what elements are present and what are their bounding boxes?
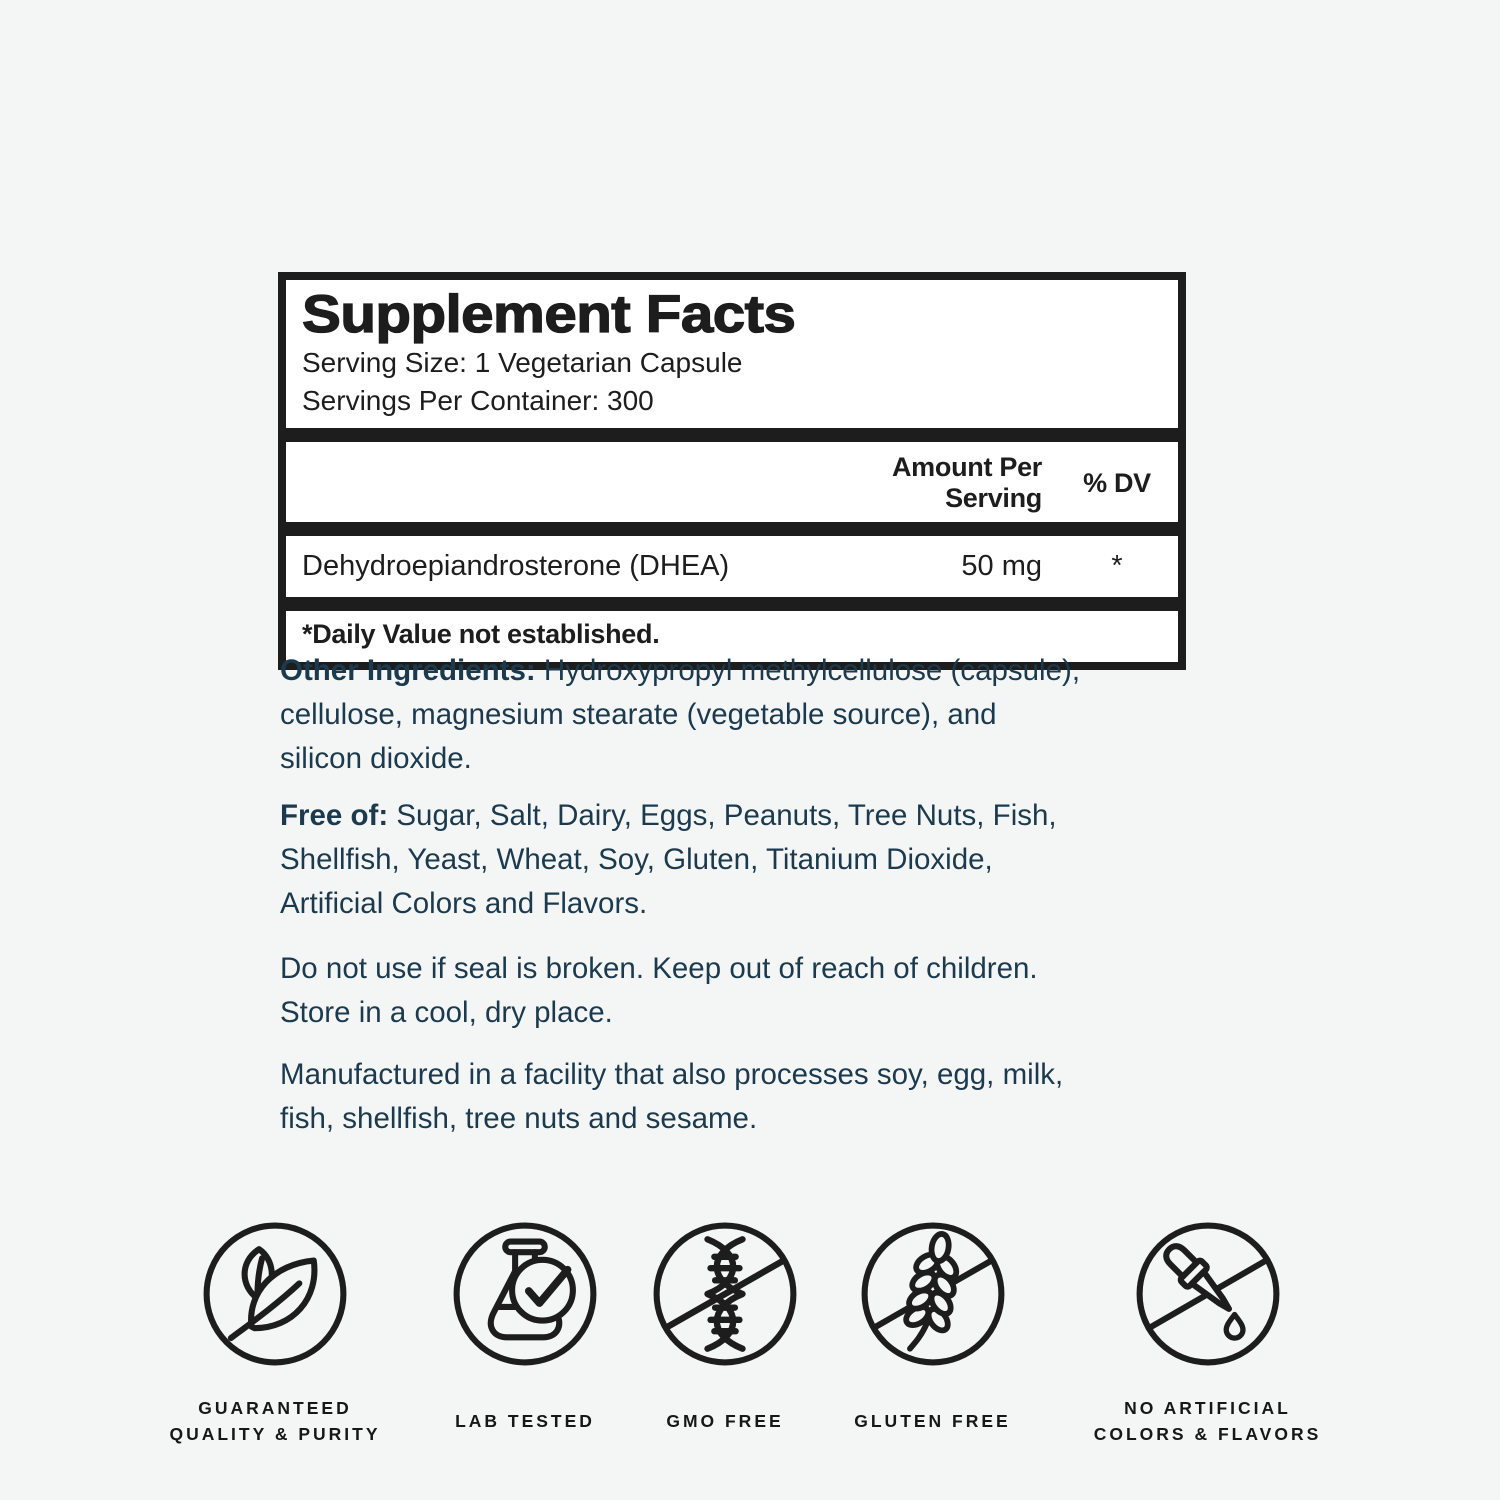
- badge-label-line: GLUTEN FREE: [854, 1411, 1011, 1431]
- badge-label: [455, 1394, 595, 1448]
- text-line: Artificial Colors and Flavors.: [280, 887, 648, 920]
- label-body-text: [280, 649, 1210, 1141]
- badge-gmo-free: [650, 1218, 800, 1448]
- free-of-label: Free of:: [280, 799, 389, 832]
- text-line: Shellfish, Yeast, Wheat, Soy, Gluten, Titanium Dioxide,: [280, 843, 993, 876]
- badge-no-artificial: [1065, 1218, 1350, 1448]
- text-line: silicon dioxide.: [280, 742, 472, 775]
- badge-label-line: NO ARTIFICIAL: [1124, 1398, 1291, 1418]
- badge-guaranteed-quality: [150, 1218, 400, 1448]
- serving-size: Serving Size: 1 Vegetarian Capsule: [302, 347, 743, 378]
- badge-row: [150, 1218, 1350, 1448]
- badge-label: [1094, 1394, 1322, 1448]
- ingredient-row: [286, 536, 1178, 597]
- badge-label: [854, 1394, 1010, 1448]
- panel-title: Supplement Facts: [302, 285, 796, 344]
- leaf-icon: [199, 1218, 351, 1370]
- no-gluten-wheat-icon: [857, 1218, 1009, 1370]
- amount-per-serving-header: Amount Per Serving: [891, 452, 1042, 513]
- ingredient-amount: 50 mg: [961, 550, 1042, 582]
- divider-bar: [286, 522, 1178, 536]
- text-line: Do not use if seal is broken. Keep out of reach of children.: [280, 952, 1038, 985]
- badge-label-line: GUARANTEED: [198, 1398, 352, 1418]
- warning-paragraph: [280, 947, 1210, 1035]
- badge-label-line: LAB TESTED: [455, 1411, 595, 1431]
- ingredient-name: Dehydroepiandrosterone (DHEA): [302, 550, 730, 582]
- serving-info: [302, 344, 1162, 420]
- badge-gluten-free: [845, 1218, 1020, 1448]
- no-gmo-dna-icon: [649, 1218, 801, 1370]
- badge-label: [666, 1394, 783, 1448]
- lab-flask-check-icon: [449, 1218, 601, 1370]
- facts-header-row: [286, 442, 1178, 522]
- supplement-facts-panel: [278, 272, 1186, 670]
- badge-lab-tested: [445, 1218, 605, 1448]
- badge-label-line: QUALITY & PURITY: [169, 1424, 381, 1444]
- other-ingredients-label: Other Ingredients:: [280, 654, 536, 687]
- badge-label-line: COLORS & FLAVORS: [1093, 1424, 1322, 1444]
- daily-value-footnote: *Daily Value not established.: [302, 619, 660, 649]
- other-ingredients-paragraph: [280, 649, 1210, 781]
- text-line: Store in a cool, dry place.: [280, 996, 613, 1029]
- text-line: fish, shellfish, tree nuts and sesame.: [280, 1102, 758, 1135]
- divider-bar: [286, 428, 1178, 442]
- no-dropper-icon: [1132, 1218, 1284, 1370]
- ingredient-dv: *: [1111, 550, 1123, 582]
- facility-paragraph: [280, 1053, 1210, 1141]
- free-of-paragraph: [280, 794, 1210, 926]
- percent-dv-header: % DV: [1083, 467, 1151, 498]
- servings-per-container: Servings Per Container: 300: [302, 385, 654, 416]
- text-line: Manufactured in a facility that also processes soy, egg, milk,: [280, 1058, 1064, 1091]
- text-line: Hydroxypropyl methylcellulose (capsule),: [535, 654, 1081, 687]
- divider-bar: [286, 597, 1178, 611]
- badge-label-line: GMO FREE: [666, 1411, 784, 1431]
- badge-label: [169, 1394, 380, 1448]
- text-line: Sugar, Salt, Dairy, Eggs, Peanuts, Tree Nuts, Fish,: [388, 799, 1057, 832]
- text-line: cellulose, magnesium stearate (vegetable source), and: [280, 698, 997, 731]
